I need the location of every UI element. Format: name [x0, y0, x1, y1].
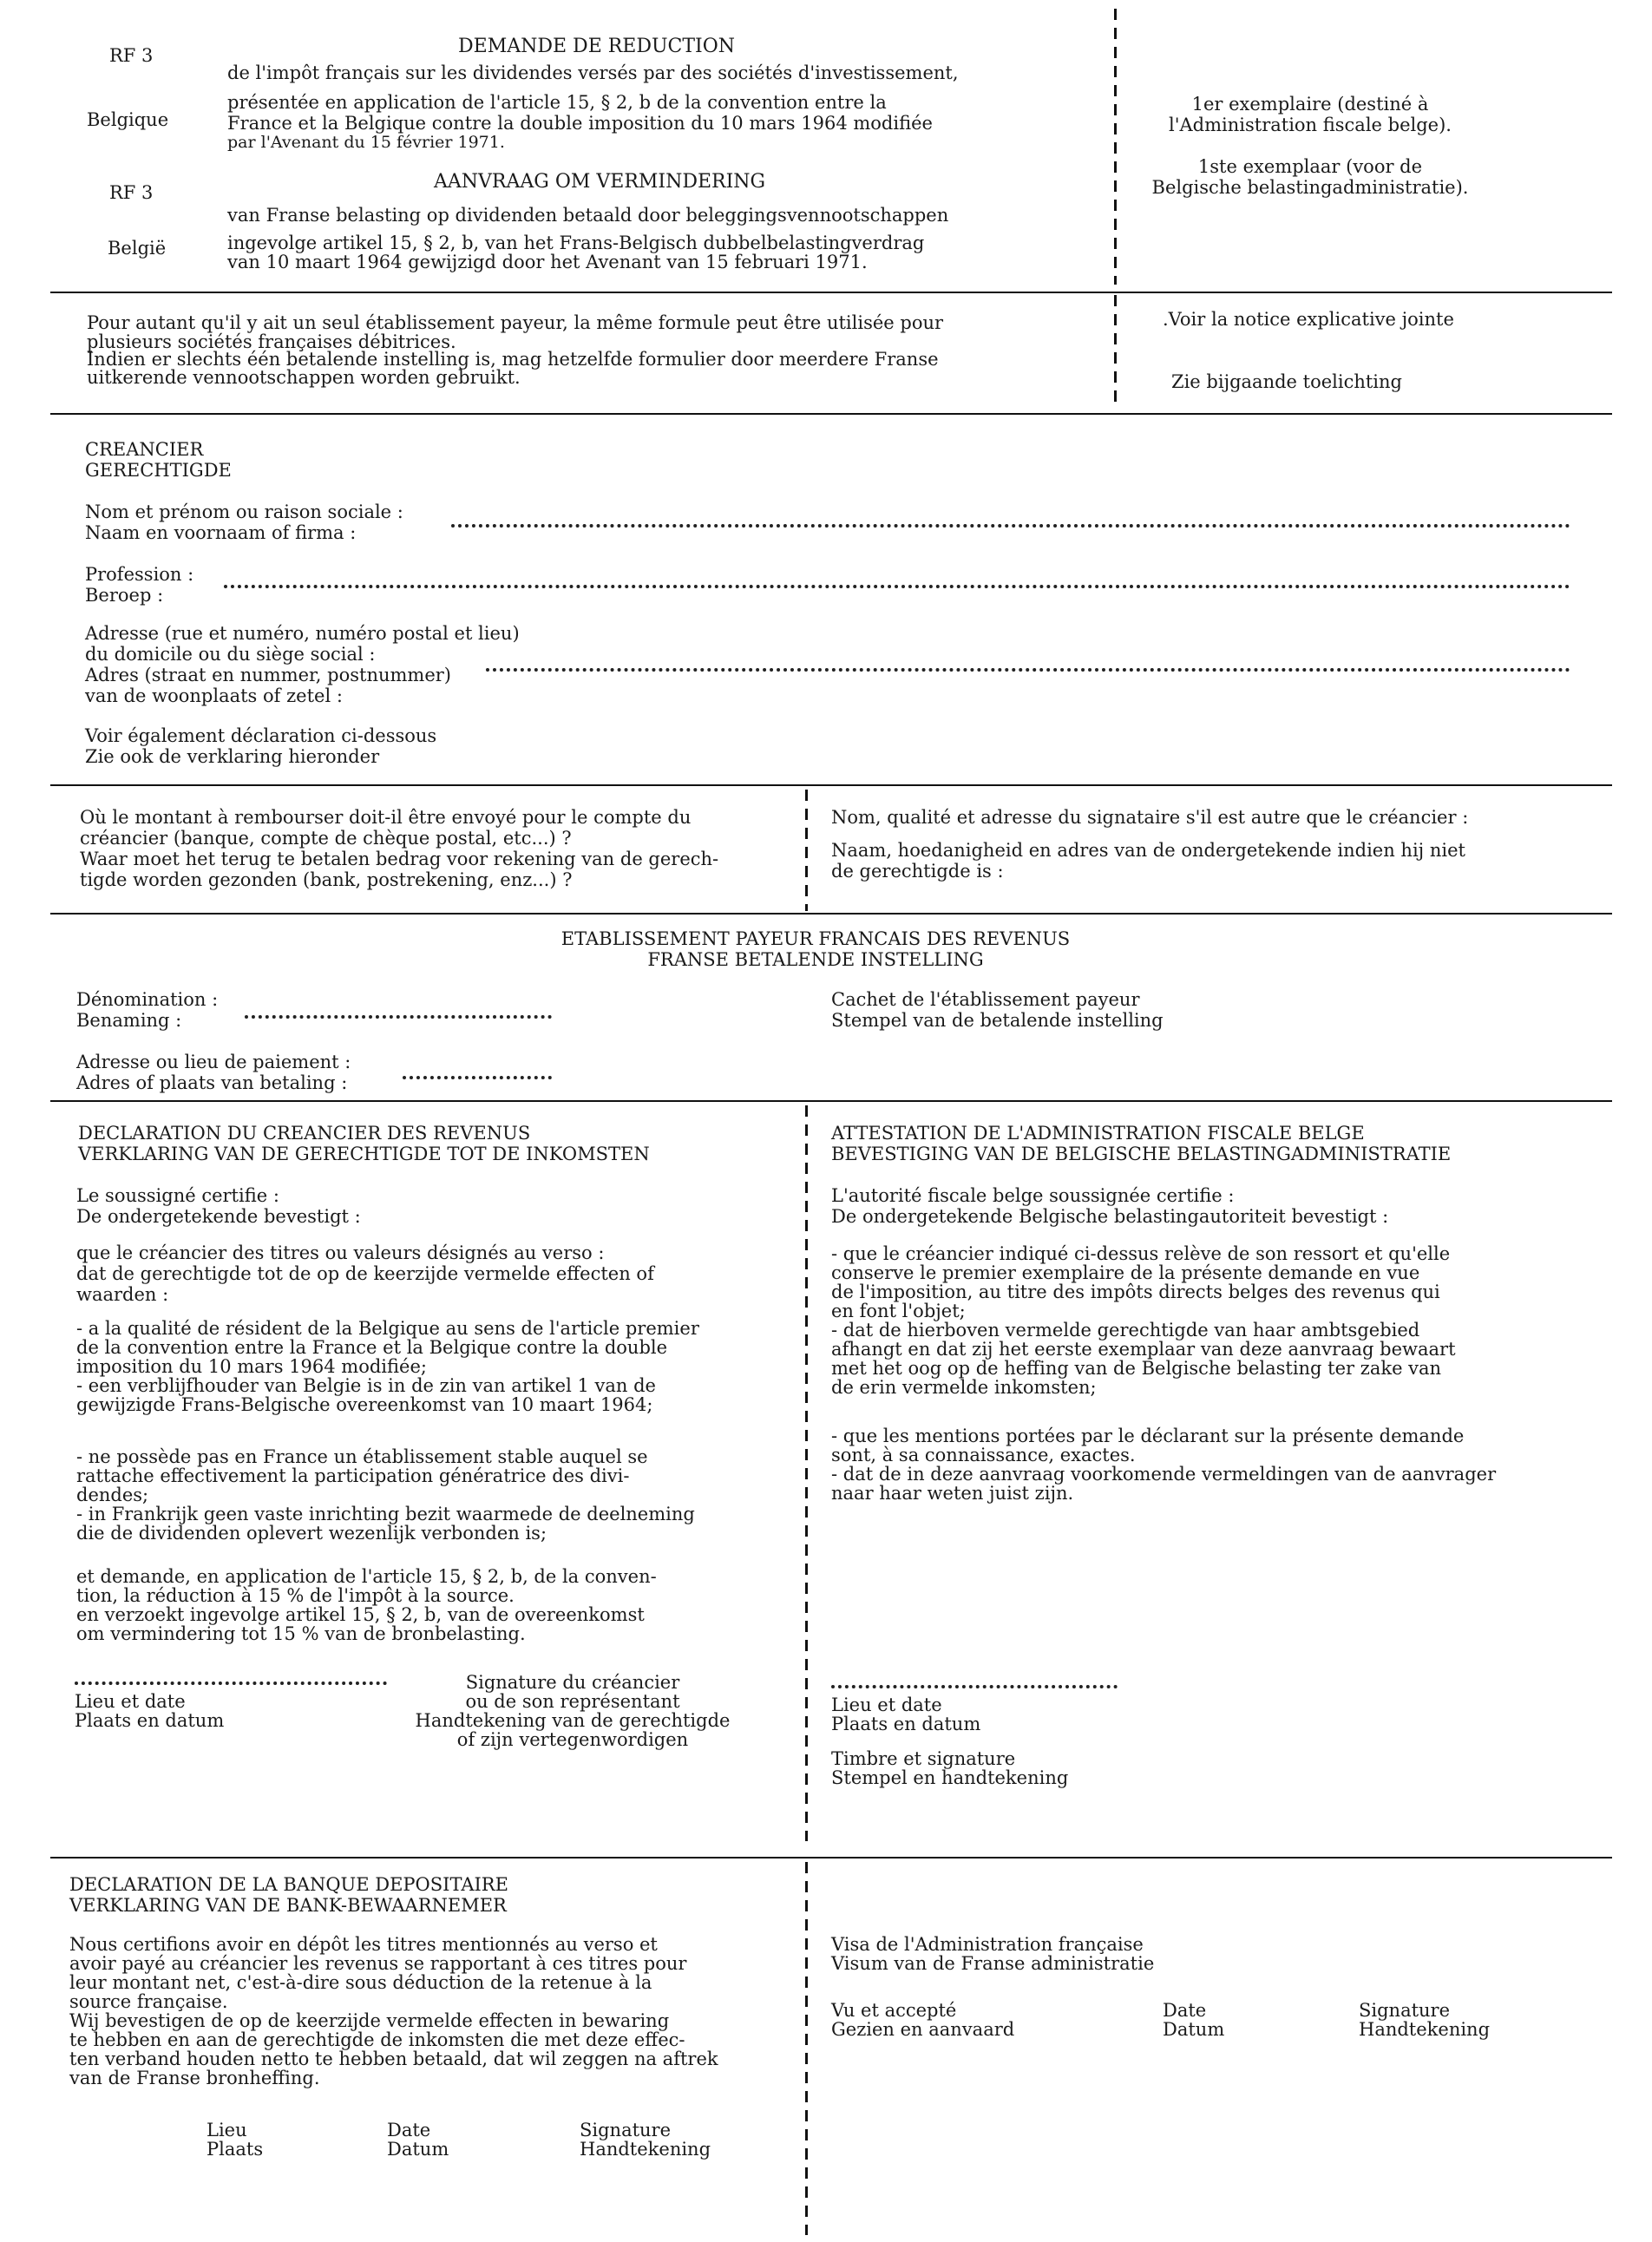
denomination-field[interactable]: [245, 1010, 552, 1019]
creditor-address-label: Adresse (rue et numéro, numéro postal et lieu) du domicile ou du siège social : Adres (straat en nummer, postnummer) van de woonplaats of zetel :: [85, 623, 520, 706]
section-divider: [50, 413, 1612, 415]
copy-note-nl: 1ste exemplaar (voor de Belgische belastingadministratie).: [1151, 156, 1469, 198]
creditor-name-label: Nom et prénom ou raison sociale : Naam en voornaam of firma :: [85, 502, 403, 543]
declaration-residence-bullets: - a la qualité de résident de la Belgique au sens de l'article premier de la convention entre la France et la Belgique contre la double imposition du 10 mars 1964 modifiée; - een verblijfhouder van Belgie is in de zin van artikel 1 van de gewijzigde Frans-Belgische overeenkomst van 10 maart 1964;: [76, 1318, 699, 1415]
attestation-jurisdiction-bullets: - que le créancier indiqué ci-dessus relève de son ressort et qu'elle conserve le premier exemplaire de la présente demande en vue de l'imposition, au titre des impôts directs belges des revenus qui en font l'objet; - dat de hierboven vermelde gerechtigde van haar ambtsgebied afhangt en dat zij het eerste exemplaar van deze aanvraag bewaart met het oog op de heffing van de Belgische belasting ter zake van de erin vermelde inkomsten;: [831, 1243, 1456, 1398]
visa-date-label: Date Datum: [1163, 2000, 1225, 2040]
see-notice-fr: .Voir la notice explicative jointe: [1163, 309, 1454, 330]
bank-declaration-heading: DECLARATION DE LA BANQUE DEPOSITAIRE VERKLARING VAN DE BANK-BEWAARNEMER: [69, 1874, 508, 1916]
column-divider: [1114, 9, 1117, 285]
title-nl: AANVRAAG OM VERMINDERING: [434, 171, 766, 193]
section-divider: [50, 1857, 1612, 1858]
attestation-accuracy-bullets: - que les mentions portées par le déclarant sur la présente demande sont, à sa connaissance, exactes. - dat de in deze aanvraag voorkomende vermeldingen van de aanvrager naar haar weten juist zijn.: [831, 1426, 1497, 1504]
declaration-intro: que le créancier des titres ou valeurs désignés au verso : dat de gerechtigde tot de op de keerzijde vermelde effecten of waarden :: [76, 1242, 654, 1305]
attestation-certify: L'autorité fiscale belge soussignée certifie : De ondergetekende Belgische belastingautoriteit bevestigt :: [831, 1185, 1389, 1227]
intro-text-nl: van Franse belasting op dividenden betaald door beleggingsvennootschappen ingevolge artikel 15, § 2, b, van het Frans-Belgisch dubbelbelastingverdrag van 10 maart 1964 gewijzigd door het Avenant van 15 februari 1971.: [227, 205, 949, 272]
declaration-signature-label: Signature du créancier ou de son représentant Handtekening van de gerechtigde of zijn vertegenwordigen: [415, 1672, 731, 1750]
country-fr: Belgique: [87, 109, 169, 130]
visa-heading: Visa de l'Administration française Visum van de Franse administratie: [831, 1934, 1155, 1974]
intro-text-fr: de l'impôt français sur les dividendes versés par des sociétés d'investissement, présentée en application de l'article 15, § 2, b de la convention entre la France et la Belgique contre la double imposition du 10 mars 1964 modifiée par l'Avenant du 15 février 1971.: [227, 62, 959, 152]
section-divider: [50, 292, 1612, 293]
section-divider: [50, 1100, 1612, 1102]
country-nl: België: [108, 238, 167, 259]
payment-address-field[interactable]: [403, 1071, 552, 1079]
creditor-see-also: Voir également déclaration ci-dessous Zie ook de verklaring hieronder: [85, 725, 437, 767]
visa-signature-label: Signature Handtekening: [1359, 2000, 1491, 2040]
bank-date-label: Date Datum: [387, 2120, 449, 2160]
tax-attestation-heading: ATTESTATION DE L'ADMINISTRATION FISCALE BELGE BEVESTIGING VAN DE BELGISCHE BELASTINGADMINISTRATIE: [831, 1123, 1452, 1164]
creditor-address-field[interactable]: [486, 663, 1570, 672]
column-divider: [1114, 295, 1117, 408]
creditor-declaration-heading: DECLARATION DU CREANCIER DES REVENUS VERKLARING VAN DE GERECHTIGDE TOT DE INKOMSTEN: [78, 1123, 650, 1164]
paying-institution-stamp: Cachet de l'établissement payeur Stempel van de betalende instelling: [831, 989, 1164, 1031]
single-payer-notice: Pour autant qu'il y ait un seul établissement payeur, la même formule peut être utilisée pour plusieurs sociétés françaises débitrices. Indien er slechts één betalende instelling is, mag hetzelfde formulier door meerdere Franse uitkerende vennootschappen worden gebruikt.: [87, 312, 944, 388]
creditor-profession-label: Profession : Beroep :: [85, 564, 194, 606]
attestation-stamp-label: Timbre et signature Stempel en handtekening: [831, 1748, 1069, 1788]
denomination-label: Dénomination : Benaming :: [76, 989, 219, 1031]
see-notice-nl: Zie bijgaande toelichting: [1171, 371, 1402, 392]
section-divider: [50, 913, 1612, 914]
form-code-nl: RF 3: [109, 182, 154, 203]
column-divider: [805, 1862, 808, 2235]
bank-place-label: Lieu Plaats: [206, 2120, 264, 2160]
copy-note-fr: 1er exemplaire (destiné à l'Administration fiscale belge).: [1169, 94, 1452, 135]
form-code-fr: RF 3: [109, 45, 154, 66]
section-divider: [50, 784, 1612, 786]
column-divider: [805, 790, 808, 911]
declaration-place-date-label: Lieu et date Plaats en datum: [75, 1691, 225, 1731]
signatory-question: Nom, qualité et adresse du signataire s'il est autre que le créancier : Naam, hoedanigheid en adres van de ondergetekende indien hij niet de gerechtigde is :: [831, 807, 1469, 882]
creditor-profession-field[interactable]: [224, 580, 1570, 588]
declaration-place-date-field[interactable]: [75, 1676, 387, 1685]
paying-institution-heading: ETABLISSEMENT PAYEUR FRANCAIS DES REVENUS FRANSE BETALENDE INSTELLING: [560, 928, 1071, 970]
payment-destination-question: Où le montant à rembourser doit-il être envoyé pour le compte du créancier (banque, compte de chèque postal, etc...) ? Waar moet het terug te betalen bedrag voor rekening van de gerech- tigde worden gezonden (bank, postrekening, enz...) ?: [80, 807, 719, 890]
attestation-place-date-field[interactable]: [831, 1680, 1118, 1688]
creditor-name-field[interactable]: [451, 519, 1570, 528]
declaration-request: et demande, en application de l'article 15, § 2, b, de la conven- tion, la réduction à 15 % de l'impôt à la source. en verzoekt ingevolge artikel 15, § 2, b, van de overeenkomst om vermindering tot 15 % van de bronbelasting.: [76, 1566, 657, 1644]
column-divider: [805, 1105, 808, 1841]
attestation-place-date-label: Lieu et date Plaats en datum: [831, 1695, 981, 1734]
declaration-certify: Le soussigné certifie : De ondergetekende bevestigt :: [76, 1185, 361, 1227]
payment-address-label: Adresse ou lieu de paiement : Adres of plaats van betaling :: [76, 1052, 351, 1093]
bank-signature-label: Signature Handtekening: [580, 2120, 711, 2160]
declaration-establishment-bullets: - ne possède pas en France un établissement stable auquel se rattache effectivement la participation génératrice des divi- dendes; - in Frankrijk geen vaste inrichting bezit waarmede de deelneming die de dividenden oplevert wezenlijk verbonden is;: [76, 1446, 695, 1544]
bank-declaration-text: Nous certifions avoir en dépôt les titres mentionnés au verso et avoir payé au créancier les revenus se rapportant à ces titres pour leur montant net, c'est-à-dire sous déduction de la retenue à la source française. Wij bevestigen de op de keerzijde vermelde effecten in bewaring te hebben en aan de gerechtigde de inkomsten die met deze effec- ten verband houden netto te hebben betaald, dat wil zeggen na aftrek van de Franse bronheffing.: [69, 1934, 718, 2088]
visa-accepted-label: Vu et accepté Gezien en aanvaard: [831, 2000, 1015, 2040]
title-fr: DEMANDE DE REDUCTION: [458, 36, 736, 57]
creditor-heading: CREANCIER GERECHTIGDE: [85, 439, 232, 481]
